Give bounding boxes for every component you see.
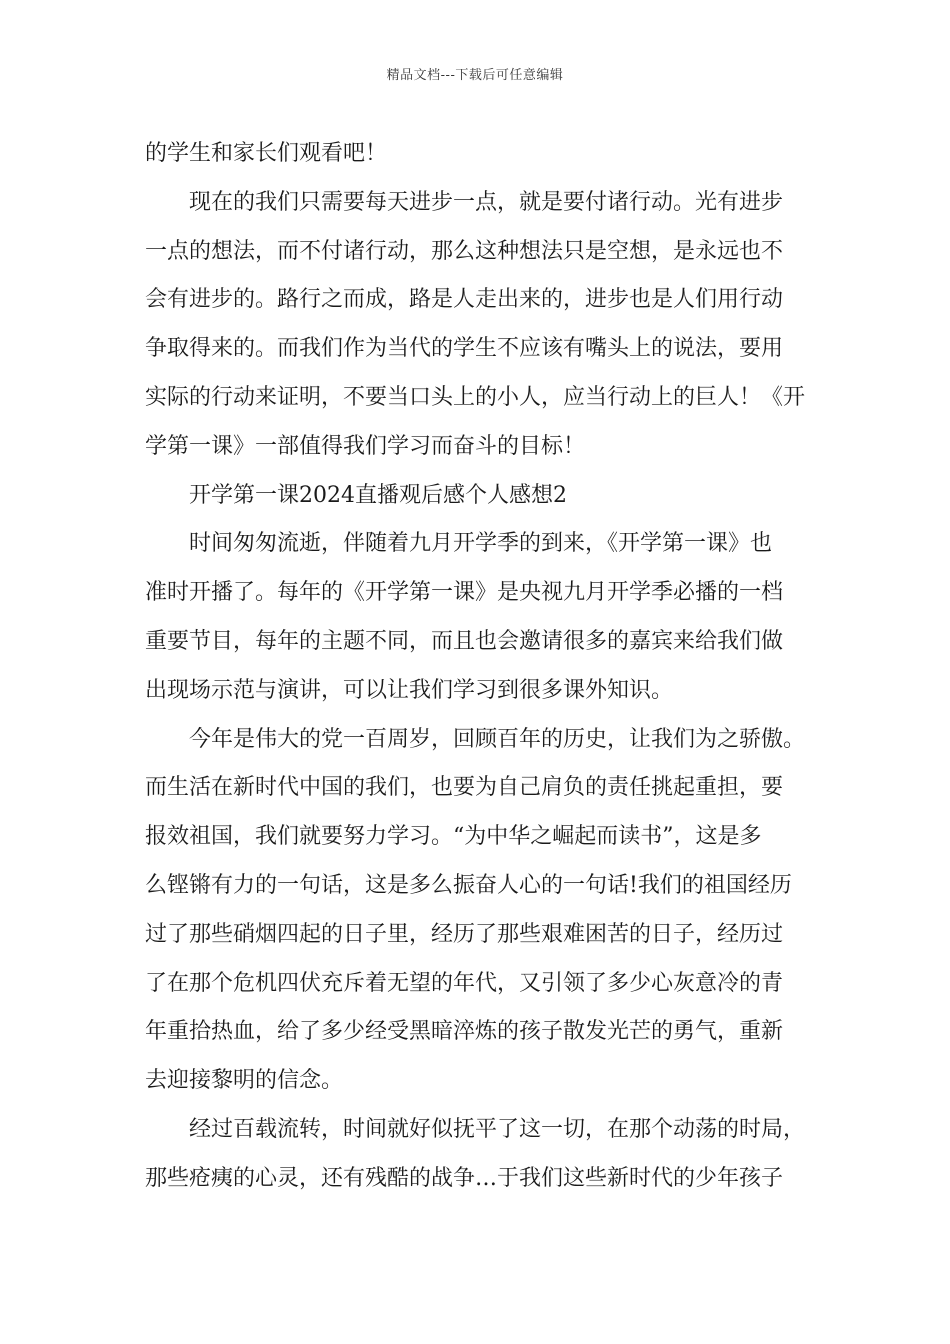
text-line: 实际的行动来证明，不要当口头上的小人，应当行动上的巨人！《开 bbox=[145, 384, 806, 410]
text-line: 了在那个危机四伏充斥着无望的年代，又引领了多少心灰意冷的青 bbox=[145, 970, 784, 996]
text-line: 报效祖国，我们就要努力学习。“为中华之崛起而读书”，这是多 bbox=[145, 824, 762, 850]
text-line: 时间匆匆流逝，伴随着九月开学季的到来，《开学第一课》也 bbox=[189, 531, 773, 557]
text-line: 出现场示范与演讲，可以让我们学习到很多课外知识。 bbox=[145, 677, 674, 703]
text-line: 去迎接黎明的信念。 bbox=[145, 1068, 344, 1094]
text-line: 过了那些硝烟四起的日子里，经历了那些艰难困苦的日子，经历过 bbox=[145, 921, 784, 947]
text-line: 一点的想法，而不付诸行动，那么这种想法只是空想，是永远也不 bbox=[145, 238, 784, 264]
page-header: 精品文档---下载后可任意编辑 bbox=[386, 68, 564, 83]
text-line: 重要节目，每年的主题不同，而且也会邀请很多的嘉宾来给我们做 bbox=[145, 628, 784, 654]
text-line: 经过百载流转，时间就好似抚平了这一切，在那个动荡的时局， bbox=[189, 1116, 806, 1142]
text-line: 那些疮痍的心灵，还有残酷的战争…于我们这些新时代的少年孩子 bbox=[145, 1165, 784, 1191]
text-line: 么铿锵有力的一句话，这是多么振奋人心的一句话!我们的祖国经历 bbox=[145, 872, 792, 898]
document-body bbox=[145, 130, 810, 1204]
section-heading: 开学第一课2024直播观后感个人感想2 bbox=[189, 482, 567, 508]
text-line: 现在的我们只需要每天进步一点，就是要付诸行动。光有进步 bbox=[189, 189, 784, 215]
text-line: 学第一课》一部值得我们学习而奋斗的目标！ bbox=[145, 433, 586, 459]
text-line: 的学生和家长们观看吧！ bbox=[145, 141, 388, 166]
text-line: 准时开播了。每年的《开学第一课》是央视九月开学季必播的一档 bbox=[145, 580, 784, 606]
text-line: 而生活在新时代中国的我们，也要为自己肩负的责任挑起重担，要 bbox=[145, 775, 784, 801]
text-line: 会有进步的。路行之而成，路是人走出来的，进步也是人们用行动 bbox=[145, 287, 784, 313]
text-line: 今年是伟大的党一百周岁，回顾百年的历史，让我们为之骄傲。 bbox=[189, 726, 806, 752]
text-line: 年重拾热血，给了多少经受黑暗淬炼的孩子散发光芒的勇气，重新 bbox=[145, 1019, 784, 1045]
text-line: 争取得来的。而我们作为当代的学生不应该有嘴头上的说法，要用 bbox=[145, 336, 784, 362]
